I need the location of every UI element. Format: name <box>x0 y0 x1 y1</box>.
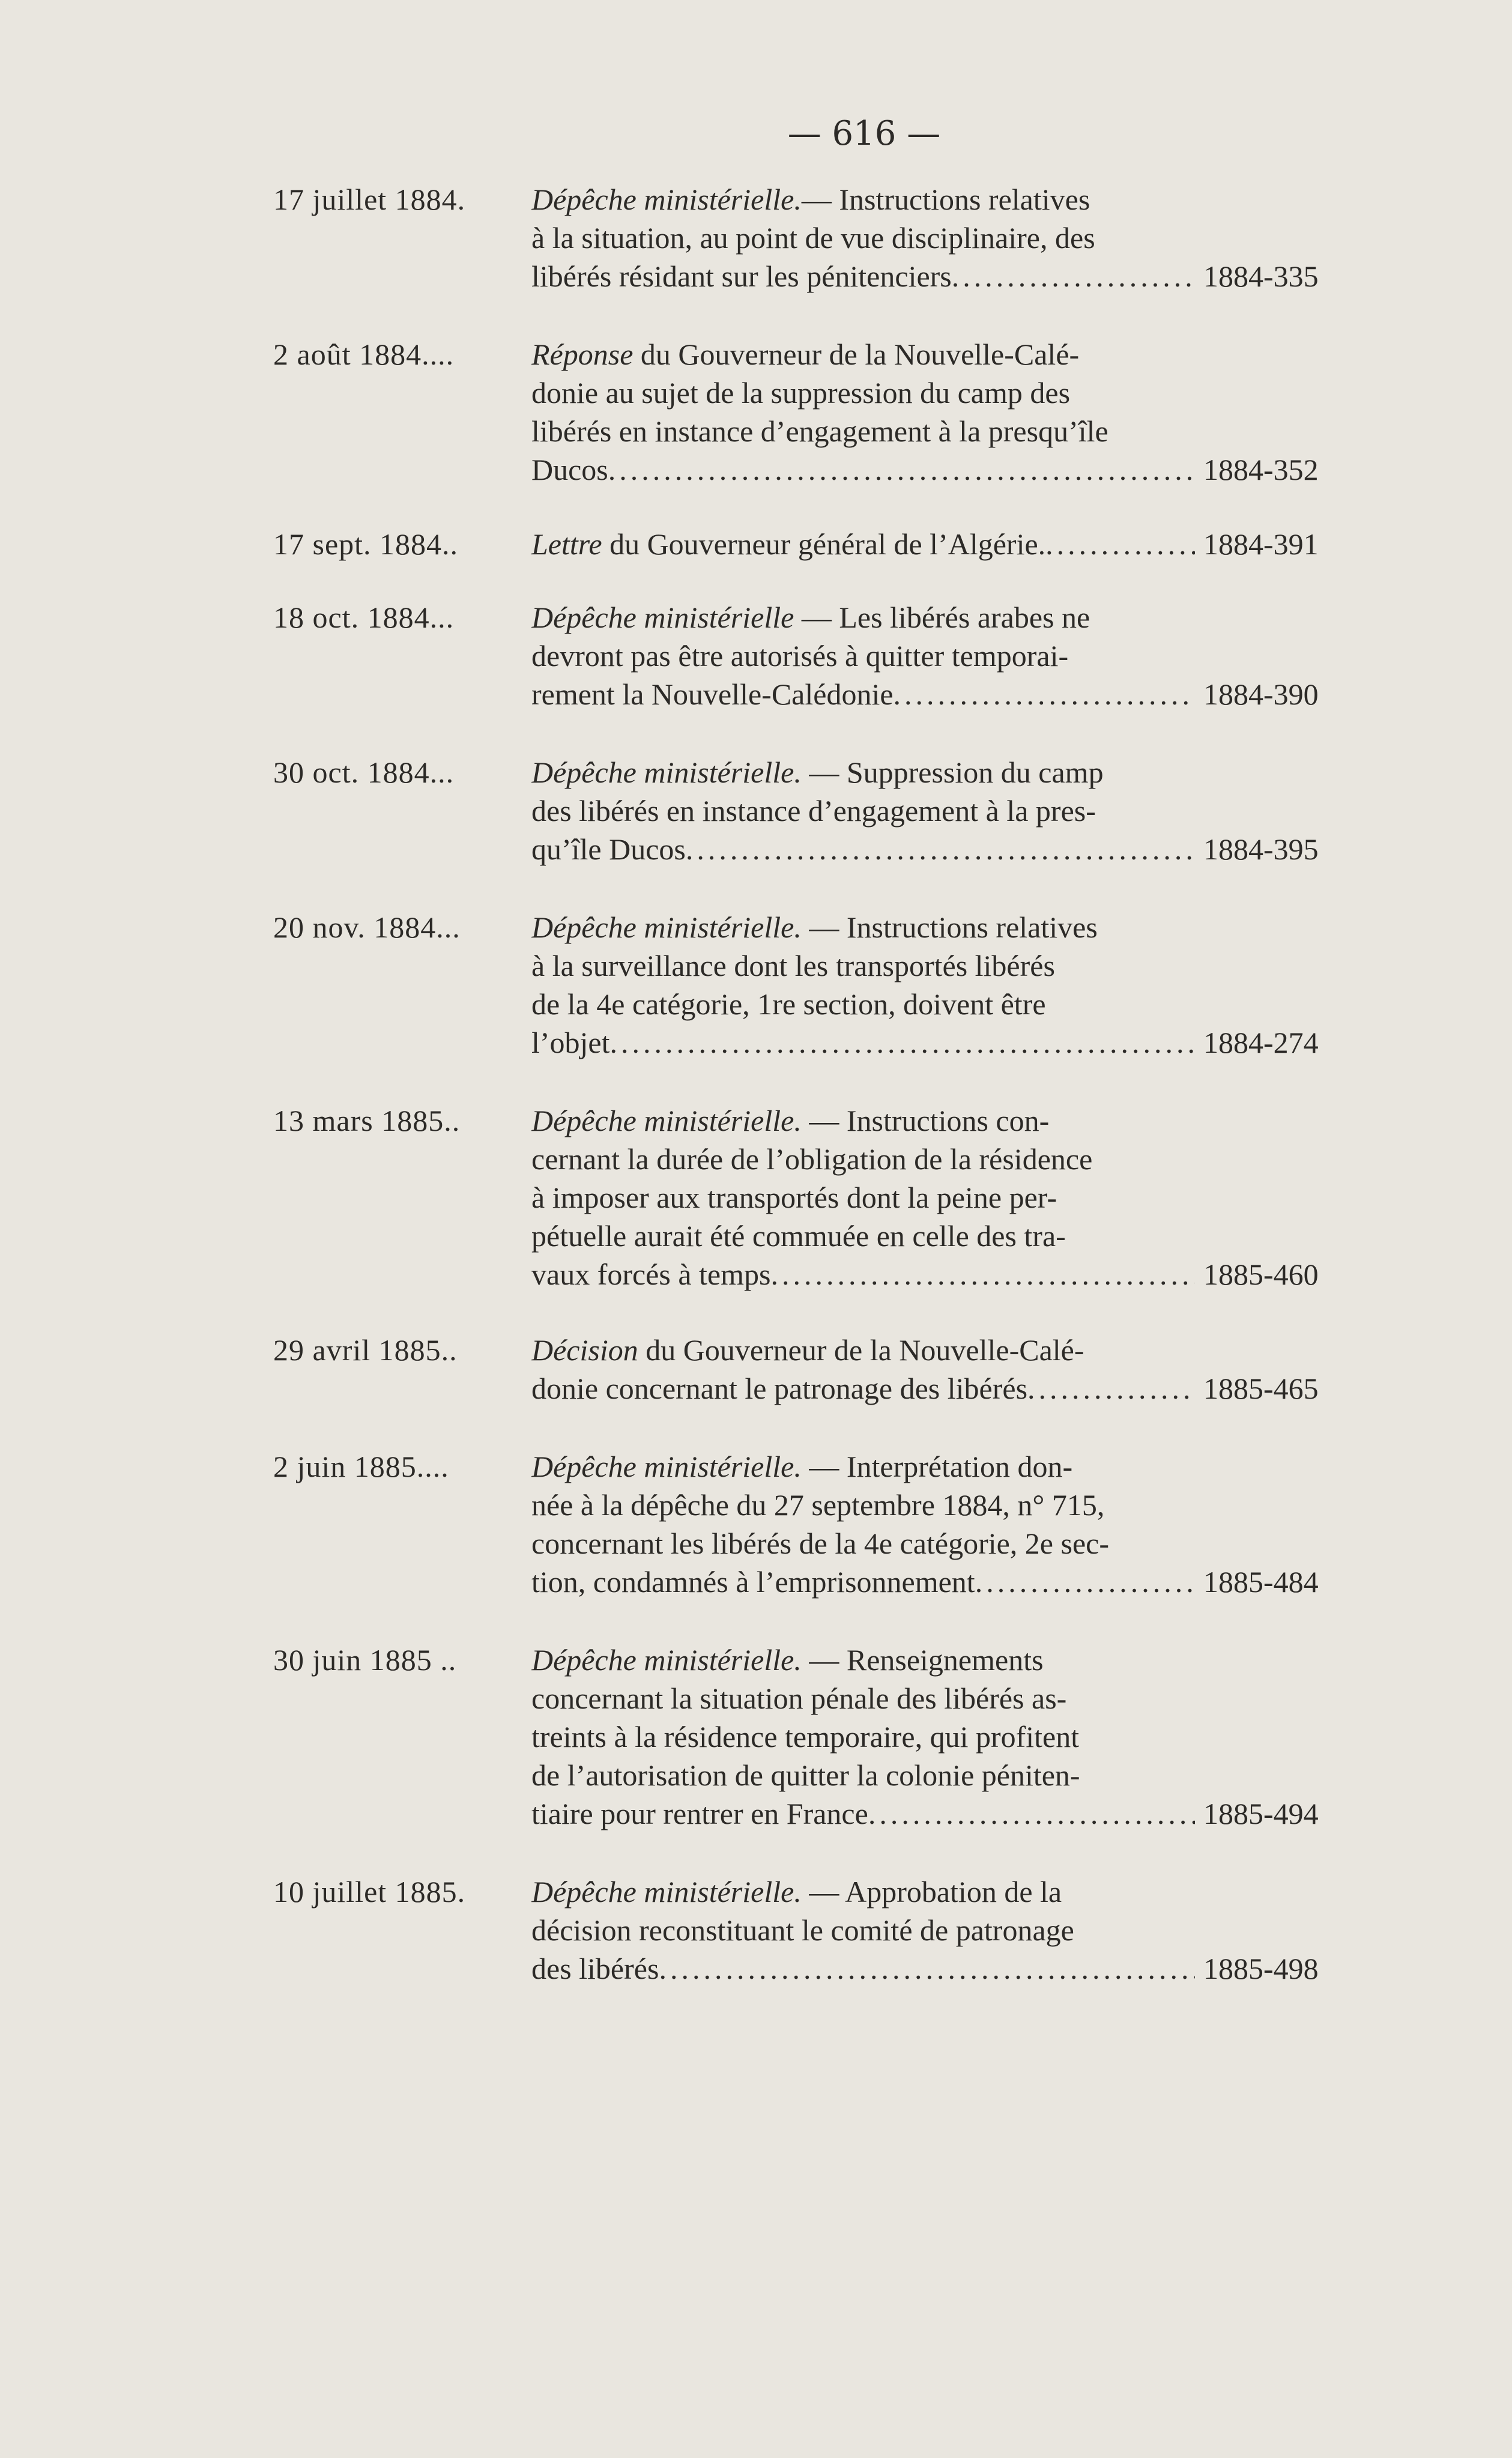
leader-dots <box>868 1794 1195 1833</box>
list-item <box>273 1101 1354 1294</box>
entry-date: 17 sept. 1884.. <box>273 527 459 561</box>
entry-text: Dépêche ministérielle.— Instructions relatives à la situation, au point de vue disciplinaire, des libérés résidant sur les pénitenciers ..... <box>531 180 1195 295</box>
entry-lead: Réponse <box>531 338 634 371</box>
entry-text: Dépêche ministérielle. — Instructions con- cernant la durée de l’obligation de la résidence à imposer aux transportés dont la peine per- pétuelle aurait été commuée en celle des tra- vaux forcés à temps ..... <box>531 1101 1195 1294</box>
leader-dots <box>610 1023 1195 1062</box>
entry-lead: Dépêche ministérielle. <box>531 1104 802 1137</box>
entry-date: 30 juin 1885 .. <box>273 1643 457 1677</box>
entry-date: 18 oct. 1884... <box>273 601 455 634</box>
list-item <box>273 1872 1354 1988</box>
leader-dots <box>894 675 1195 713</box>
entry-date: 2 juin 1885.... <box>273 1450 449 1483</box>
list-item <box>273 1641 1354 1833</box>
entry-text: Réponse du Gouverneur de la Nouvelle-Calé- donie au sujet de la suppression du camp des libérés en instance d’engagement à la presqu’île Ducos ..... <box>531 335 1195 489</box>
entries-list <box>273 180 1354 1988</box>
entry-date: 2 août 1884.... <box>273 338 455 371</box>
entry-reference: 1884-391 <box>1203 527 1319 561</box>
entry-lead: Dépêche ministérielle. <box>531 183 802 216</box>
entry-reference: 1884-335 <box>1203 259 1319 293</box>
entry-reference: 1884-395 <box>1203 832 1319 866</box>
entry-lead: Lettre <box>531 527 602 561</box>
leader-dots <box>1027 1369 1195 1408</box>
list-item <box>273 598 1354 713</box>
entry-date: 17 juillet 1884. <box>273 183 466 216</box>
list-item <box>273 1447 1354 1601</box>
entry-reference: 1885-484 <box>1203 1565 1319 1599</box>
leader-dots <box>608 450 1195 489</box>
entry-text: Dépêche ministérielle. — Instructions relatives à la surveillance dont les transportés libérés de la 4e catégorie, 1re section, doivent être l’objet ..... <box>531 908 1195 1062</box>
leader-dots <box>1045 525 1195 563</box>
leader-dots <box>659 1949 1195 1988</box>
entry-reference: 1885-465 <box>1203 1372 1319 1405</box>
entry-lead: Dépêche ministérielle. <box>531 1643 802 1677</box>
entry-lead: Dépêche ministérielle. <box>531 1450 802 1483</box>
entry-text: Dépêche ministérielle — Les libérés arabes ne devront pas être autorisés à quitter temporai- rement la Nouvelle-Calédonie ..... <box>531 598 1195 713</box>
entry-reference: 1885-498 <box>1203 1952 1319 1985</box>
leader-dots <box>686 830 1195 868</box>
entry-text: Lettre du Gouverneur général de l’Algérie. ..... <box>531 525 1195 563</box>
entry-date: 20 nov. 1884... <box>273 910 461 944</box>
entry-lead: Dépêche ministérielle. <box>531 1875 802 1909</box>
entry-lead: Décision <box>531 1333 638 1367</box>
list-item <box>273 908 1354 1062</box>
entry-reference: 1885-494 <box>1203 1797 1319 1830</box>
list-item <box>273 180 1354 295</box>
entry-text: Dépêche ministérielle. — Suppression du camp des libérés en instance d’engagement à la pres- qu’île Ducos ..... <box>531 753 1195 868</box>
leader-dots <box>770 1255 1195 1294</box>
leader-dots <box>975 1563 1195 1601</box>
entry-reference: 1884-352 <box>1203 453 1319 486</box>
entry-text: Dépêche ministérielle. — Renseignements concernant la situation pénale des libérés as- treints à la résidence temporaire, qui profitent de l’autorisation de quitter la colonie péniten- tiaire pour rentrer en France ..... <box>531 1641 1195 1833</box>
entry-lead: Dépêche ministérielle. <box>531 755 802 789</box>
entry-reference: 1884-274 <box>1203 1026 1319 1059</box>
entry-text: Dépêche ministérielle. — Approbation de la décision reconstituant le comité de patronage des libérés ..... <box>531 1872 1195 1988</box>
entry-lead: Dépêche ministérielle. <box>531 910 802 944</box>
entry-date: 30 oct. 1884... <box>273 755 455 789</box>
list-item <box>273 335 1354 489</box>
entry-date: 29 avril 1885.. <box>273 1333 458 1367</box>
entry-reference: 1884-390 <box>1203 677 1319 711</box>
entry-lead: Dépêche ministérielle <box>531 601 794 634</box>
page-number: — 616 — <box>787 114 941 153</box>
entry-date: 10 juillet 1885. <box>273 1875 466 1909</box>
list-item <box>273 1331 1354 1408</box>
list-item <box>273 753 1354 868</box>
entry-text: Décision du Gouverneur de la Nouvelle-Calé- donie concernant le patronage des libérés ..... <box>531 1331 1195 1408</box>
list-item <box>273 525 1354 563</box>
entry-date: 13 mars 1885.. <box>273 1104 461 1137</box>
leader-dots <box>952 257 1195 295</box>
entry-reference: 1885-460 <box>1203 1258 1319 1291</box>
entry-text: Dépêche ministérielle. — Interprétation don- née à la dépêche du 27 septembre 1884, n° 715, concernant les libérés de la 4e catégorie, 2e sec- tion, condamnés à l’emprisonnement ..... <box>531 1447 1195 1601</box>
